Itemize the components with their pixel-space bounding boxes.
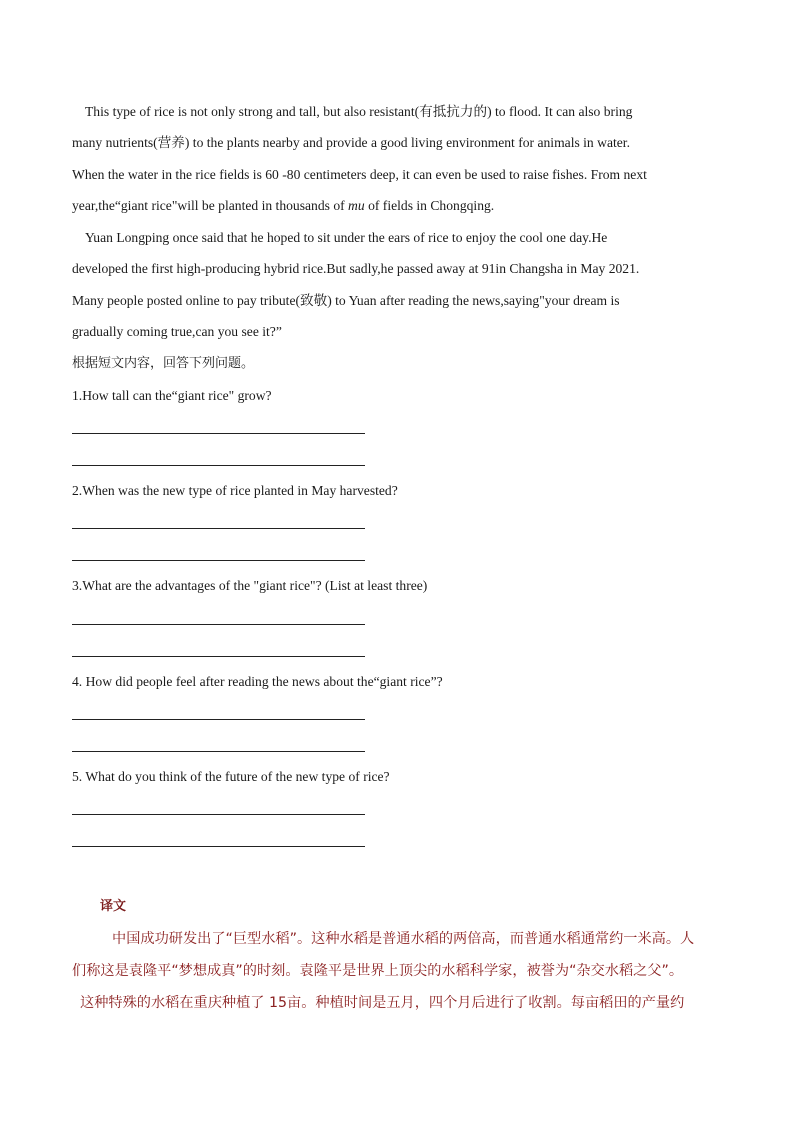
answer-line[interactable] xyxy=(72,751,365,752)
answer-line[interactable] xyxy=(72,465,365,466)
translation-line: 这种特殊的水稻在重庆种植了 15亩。种植时间是五月，四个月后进行了收割。每亩稻田的产量约 xyxy=(80,995,685,1011)
question-5: 5. What do you think of the future of the new type of rice? xyxy=(72,769,390,784)
translation-line: 中国成功研发出了“巨型水稻”。这种水稻是普通水稻的两倍高，而普通水稻通常约一米高。人 xyxy=(112,931,695,947)
answer-line[interactable] xyxy=(72,719,365,720)
instruction-text: 根据短文内容，回答下列问题。 xyxy=(72,356,255,371)
passage-text: year,the“giant rice"will be planted in thousands of xyxy=(72,198,349,214)
answer-line[interactable] xyxy=(72,846,365,847)
passage-line: Many people posted online to pay tribute(致敬) to Yuan after reading the news,saying"your dream is xyxy=(72,292,620,308)
answer-line[interactable] xyxy=(72,656,365,657)
answer-line[interactable] xyxy=(72,433,365,434)
passage-line xyxy=(72,190,732,221)
answer-line[interactable] xyxy=(72,528,365,529)
passage-line: Yuan Longping once said that he hoped to sit under the ears of rice to enjoy the cool one day.He xyxy=(85,230,608,245)
answer-line[interactable] xyxy=(72,560,365,561)
passage-text: of fields in Chongqing. xyxy=(364,198,495,214)
passage-line: This type of rice is not only strong and tall, but also resistant(有抵抗力的) to flood. It can also bring xyxy=(85,104,633,119)
question-4: 4. How did people feel after reading the news about the“giant rice”? xyxy=(72,674,443,689)
answer-line[interactable] xyxy=(72,814,365,815)
question-3: 3.What are the advantages of the "giant rice"? (List at least three) xyxy=(72,578,428,593)
question-2: 2.When was the new type of rice planted in May harvested? xyxy=(72,483,398,498)
passage-line: many nutrients(营养) to the plants nearby and provide a good living environment for animals in water. xyxy=(72,135,630,151)
passage-paragraph-1 xyxy=(72,96,732,222)
translation-title: 译文 xyxy=(100,899,127,914)
passage-line: When the water in the rice fields is 60 -80 centimeters deep, it can even be used to raise fishes. From next xyxy=(72,166,647,182)
passage-paragraph-2 xyxy=(72,222,732,348)
passage-line: gradually coming true,can you see it?” xyxy=(72,324,282,340)
answer-line[interactable] xyxy=(72,624,365,625)
passage-italic-mu: mu xyxy=(348,198,365,214)
question-1: 1.How tall can the“giant rice" grow? xyxy=(72,388,272,403)
translation-line: 们称这是袁隆平“梦想成真”的时刻。袁隆平是世界上顶尖的水稻科学家，被誉为“杂交水稻之父”。 xyxy=(72,963,684,979)
passage-line: developed the first high-producing hybrid rice.But sadly,he passed away at 91in Changsha in May 2021. xyxy=(72,261,640,277)
